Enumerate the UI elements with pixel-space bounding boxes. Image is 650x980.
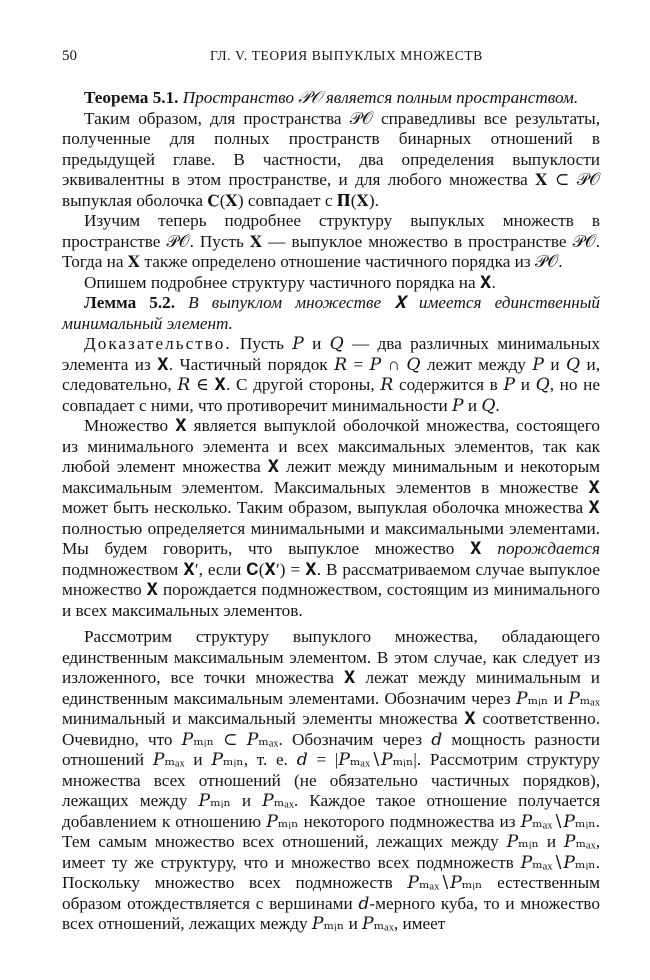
page-header <box>62 48 600 70</box>
running-title: ГЛ. V. ТЕОРИЯ ВЫПУКЛЫХ МНОЖЕСТВ <box>210 48 483 63</box>
theorem-statement: Пространство 𝒫𝒪 является полным пространством. <box>182 88 579 107</box>
page-body <box>62 88 600 935</box>
proof-label: Доказательство. <box>84 334 232 353</box>
theorem-label: Теорема 5.1. <box>84 88 179 107</box>
paragraph-4 <box>62 416 600 621</box>
paragraph-2: Изучим теперь подробнее структуру выпуклых множеств в пространстве 𝒫𝒪. Пусть 𝐗 — выпуклое множество в пространстве 𝒫𝒪. Тогда на 𝐗 также определено отношение частичного порядка из 𝒫𝒪. <box>62 211 600 271</box>
lemma-label: Лемма 5.2. <box>84 293 176 312</box>
proof-text: Пусть 𝑃 и 𝑄 — два различных минимальных элемента из 𝐗. Частичный порядок 𝑅 = 𝑃 ∩ 𝑄 лежит между 𝑃 и 𝑄 и, следовательно, 𝑅 ∈ 𝐗. С другой стороны, 𝑅 содержится в 𝑃 и 𝑄, но не совпадает с ними, что противоречит минимальности 𝑃 и 𝑄. <box>62 334 600 415</box>
page-number: 50 <box>62 48 77 64</box>
paragraph-3: Опишем подробнее структуру частичного порядка на 𝐗. <box>84 272 496 292</box>
paragraph-4-after: подмножеством 𝐗′, если 𝐂(𝐗′) = 𝐗. В рассматриваемом случае выпуклое множество 𝐗 порождается подмножеством, состоящим из минимального и всех максимальных элементов. <box>62 559 600 620</box>
theorem-5-1 <box>62 88 600 109</box>
lemma-5-2 <box>62 293 600 334</box>
lemma-statement: В выпуклом множестве 𝐗 имеется единственный минимальный элемент. <box>62 293 601 333</box>
proof <box>62 334 600 416</box>
paragraph-5: Рассмотрим структуру выпуклого множества, обладающего единственным максимальным элементом. В этом случае, как следует из изложенного, все точки множества 𝐗 лежат между минимальным и единственным максимальным элементами. Обозначим через 𝑃ₘᵢₙ и 𝑃ₘₐₓ минимальный и максимальный элементы множества 𝐗 соответственно. Очевидно, что 𝑃ₘᵢₙ ⊂ 𝑃ₘₐₓ. Обозначим через 𝑑 мощность разности отношений 𝑃ₘₐₓ и 𝑃ₘᵢₙ, т. е. 𝑑 = |𝑃ₘₐₓ∖𝑃ₘᵢₙ|. Рассмотрим структуру множества всех отношений (не обязательно частичных порядков), лежащих между 𝑃ₘᵢₙ и 𝑃ₘₐₓ. Каждое такое отношение получается добавлением к отношению 𝑃ₘᵢₙ некоторого подмножества из 𝑃ₘₐₓ∖𝑃ₘᵢₙ. Тем самым множество всех отношений, лежащих между 𝑃ₘᵢₙ и 𝑃ₘₐₓ, имеет ту же структуру, что и множество всех подмножеств 𝑃ₘₐₓ∖𝑃ₘᵢₙ. Поскольку множество всех подмножеств 𝑃ₘₐₓ∖𝑃ₘᵢₙ естественным образом отождествляется с вершинами 𝑑-мерного куба, то и множество всех отношений, лежащих между 𝑃ₘᵢₙ и 𝑃ₘₐₓ, имеет <box>62 627 600 933</box>
paragraph-4-before: Множество 𝐗 является выпуклой оболочкой множества, состоящего из минимального элемента и всех максимальных элементов, так как любой элемент множества 𝐗 лежит между минимальным и некоторым максимальным элементом. Максимальных элементов в множестве 𝐗 может быть несколько. Таким образом, выпуклая оболочка множества 𝐗 полностью определяется минимальными и максимальными элементами. Мы будем говорить, что выпуклое множество 𝐗 <box>62 416 600 558</box>
paragraph-4-emphasis: порождается <box>497 539 600 558</box>
paragraph-1: Таким образом, для пространства 𝒫𝒪 справедливы все результаты, полученные для полных пространств бинарных отношений в предыдущей главе. В частности, два определения выпуклости эквивалентны в этом пространстве, и для любого множества 𝐗 ⊂ 𝒫𝒪 выпуклая оболочка 𝐂(𝐗) совпадает с 𝚷(𝐗). <box>62 108 600 210</box>
